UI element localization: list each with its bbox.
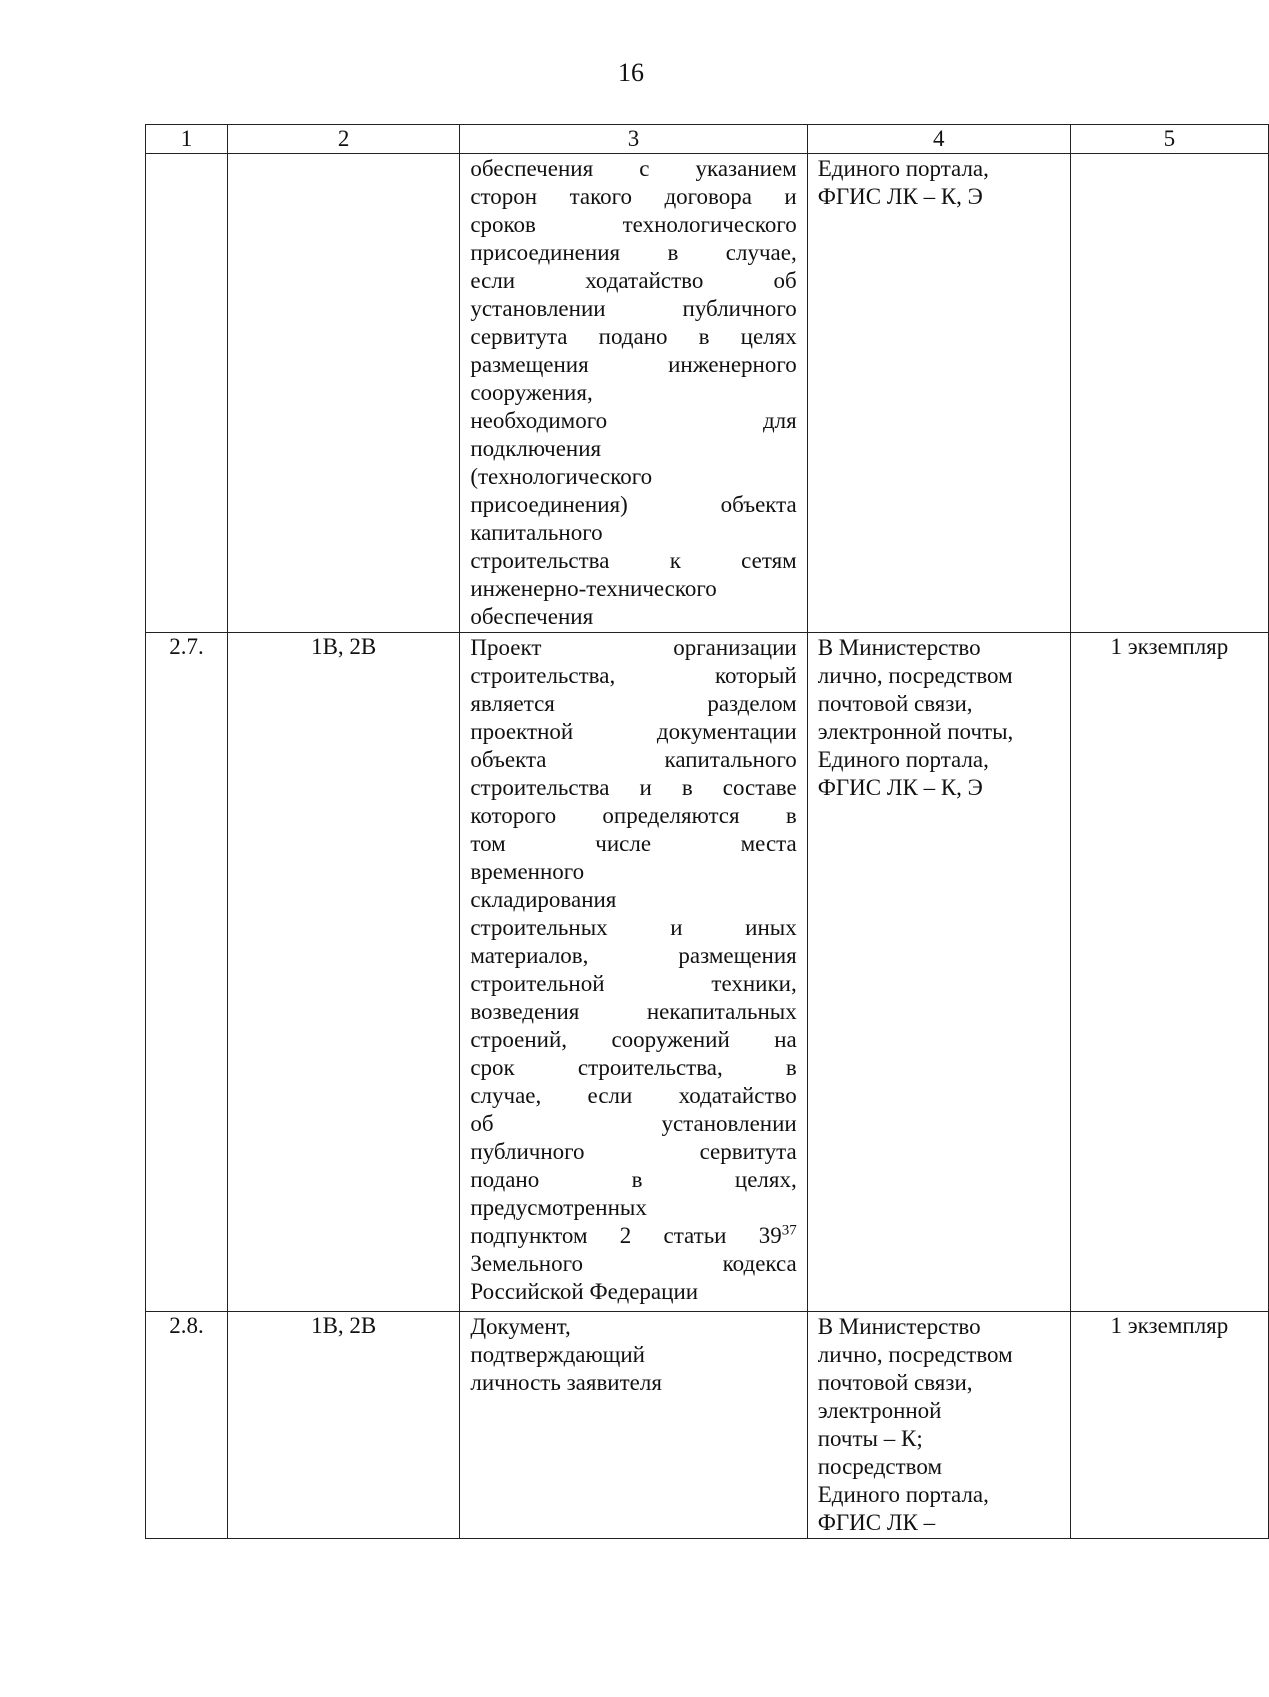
text-line: личность заявителя (470, 1370, 662, 1395)
text-line: лично, посредством (817, 663, 1013, 688)
text-line: обеспечения с указанием (470, 156, 797, 181)
text-line: строений, сооружений на (470, 1027, 797, 1052)
submission-method (807, 1312, 1070, 1539)
text-line: Проект организации (470, 635, 797, 660)
row-number: 2.7. (146, 633, 228, 1312)
applicant-code: 1В, 2В (228, 1312, 460, 1539)
text-line: ФГИС ЛК – К, Э (817, 184, 983, 209)
submission-method (807, 633, 1070, 1312)
document-description (460, 633, 807, 1312)
header-col-1: 1 (146, 125, 228, 154)
header-col-3: 3 (460, 125, 807, 154)
row-number: 2.8. (146, 1312, 228, 1539)
text-line: Единого портала, (817, 747, 989, 772)
text-line: обеспечения (470, 604, 594, 629)
text-line: срок строительства, в (470, 1055, 797, 1080)
text-line: Документ, (470, 1314, 571, 1339)
applicant-code: 1В, 2В (228, 633, 460, 1312)
text-line: сроков технологического (470, 212, 797, 237)
document-description (460, 154, 807, 633)
text-line: размещения инженерного (470, 352, 797, 377)
text-line: Российской Федерации (470, 1279, 699, 1304)
text-line: строительства, который (470, 663, 797, 688)
text-line: строительства и в составе (470, 775, 797, 800)
text-line: присоединения) объекта (470, 492, 797, 517)
text-line: об установлении (470, 1111, 797, 1136)
table-row (146, 633, 1269, 1312)
text-line: том числе места (470, 831, 797, 856)
text-line: строительных и иных (470, 915, 797, 940)
header-col-5: 5 (1070, 125, 1268, 154)
text-line: лично, посредством (817, 1342, 1013, 1367)
text-line: которого определяются в (470, 803, 797, 828)
doc-lines (460, 154, 806, 631)
text-line: В Министерство (817, 1314, 981, 1339)
text-line: инженерно-технического (470, 576, 717, 601)
text-line: строительной техники, (470, 971, 797, 996)
text-line: подтверждающий (470, 1342, 645, 1367)
documents-table (145, 124, 1269, 1539)
text-line: возведения некапитальных (470, 999, 797, 1024)
text-line: почтовой связи, (817, 1370, 973, 1395)
text-line: строительства к сетям (470, 548, 797, 573)
text-line: посредством (817, 1454, 942, 1479)
row-number (146, 154, 228, 633)
text-line: капитального (470, 520, 603, 545)
text-line: проектной документации (470, 719, 797, 744)
text-line: Единого портала, (817, 156, 989, 181)
text-line: электронной почты, (817, 719, 1014, 744)
document-description (460, 1312, 807, 1539)
text-line: подпунктом 2 статьи $39^{37}$ (470, 1222, 797, 1248)
quantity: 1 экземпляр (1070, 633, 1268, 1312)
text-line: временного (470, 859, 585, 884)
method-lines (808, 1312, 1070, 1537)
page-number: 16 (618, 58, 644, 87)
quantity (1070, 154, 1268, 633)
text-line: предусмотренных (470, 1195, 647, 1220)
text-line: электронной (817, 1398, 942, 1423)
text-line: сооружения, (470, 380, 593, 405)
table-row (146, 1312, 1269, 1539)
method-lines (808, 633, 1070, 802)
text-line: объекта капитального (470, 747, 797, 772)
text-line: сервитута подано в целях (470, 324, 797, 349)
text-line: необходимого для (470, 408, 797, 433)
text-line: (технологического (470, 464, 653, 489)
text-line: является разделом (470, 691, 797, 716)
text-line: почтовой связи, (817, 691, 973, 716)
header-col-2: 2 (228, 125, 460, 154)
doc-lines (460, 1312, 806, 1397)
text-line: сторон такого договора и (470, 184, 797, 209)
method-lines (808, 154, 1070, 211)
text-line: Единого портала, (817, 1482, 989, 1507)
text-line: подано в целях, (470, 1167, 797, 1192)
text-line: ФГИС ЛК – (817, 1510, 936, 1535)
text-line: присоединения в случае, (470, 240, 797, 265)
table-header-row (146, 125, 1269, 154)
text-line: случае, если ходатайство (470, 1083, 797, 1108)
text-line: ФГИС ЛК – К, Э (817, 775, 983, 800)
header-col-4: 4 (807, 125, 1070, 154)
submission-method (807, 154, 1070, 633)
text-line: материалов, размещения (470, 943, 797, 968)
doc-lines (460, 633, 806, 1306)
quantity: 1 экземпляр (1070, 1312, 1268, 1539)
text-line: складирования (470, 887, 617, 912)
applicant-code (228, 154, 460, 633)
text-line: установлении публичного (470, 296, 797, 321)
text-line: подключения (470, 436, 602, 461)
text-line: Земельного кодекса (470, 1251, 797, 1276)
superscript: 37 (781, 1222, 797, 1239)
text-line: В Министерство (817, 635, 981, 660)
text-line: если ходатайство об (470, 268, 797, 293)
text-line: публичного сервитута (470, 1139, 797, 1164)
table-row (146, 154, 1269, 633)
text-line: почты – К; (817, 1426, 923, 1451)
